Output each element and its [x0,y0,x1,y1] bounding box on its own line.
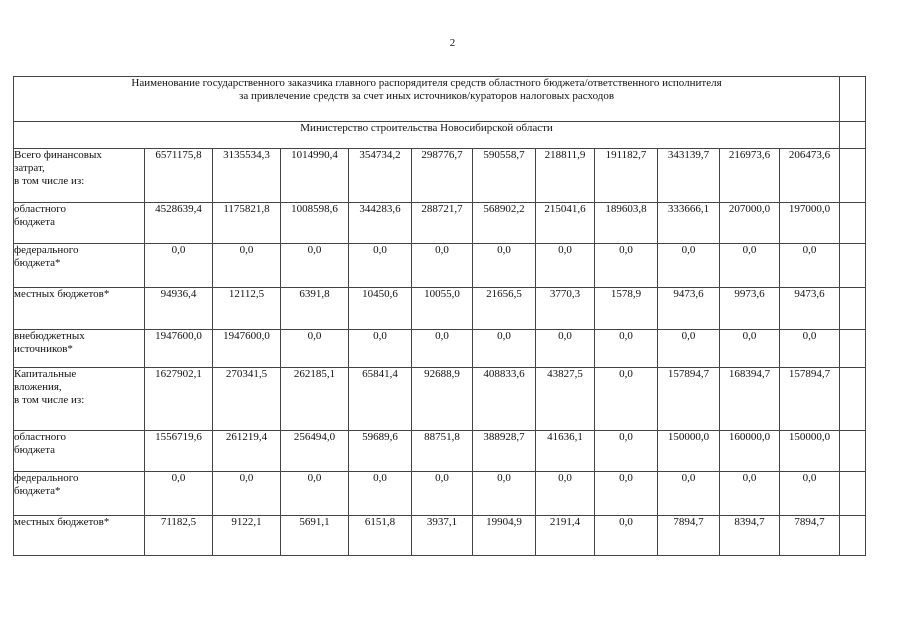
value-cell: 0,0 [213,244,281,288]
value-cell: 288721,7 [412,203,473,244]
value-cell: 568902,2 [473,203,536,244]
value-cell: 0,0 [412,330,473,368]
value-cell: 157894,7 [658,368,720,431]
value-cell: 191182,7 [595,149,658,203]
value-cell: 0,0 [281,244,349,288]
value-cell: 65841,4 [349,368,412,431]
value-cell: 0,0 [349,330,412,368]
value-cell: 6391,8 [281,288,349,330]
value-cell: 6571175,8 [145,149,213,203]
table-row [14,288,866,330]
row-label-line: федерального [14,472,79,484]
extra-column-cell [840,77,866,122]
table-row [14,368,866,431]
extra-column-cell [840,330,866,368]
row-label-line: Всего финансовых [14,149,102,161]
ministry-name: Министерство строительства Новосибирской области [14,122,840,149]
value-cell: 6151,8 [349,516,412,556]
row-label-line: Капитальные [14,368,77,380]
row-label-line: областного [14,203,67,215]
value-cell: 590558,7 [473,149,536,203]
value-cell: 0,0 [281,330,349,368]
ministry-row [14,122,866,149]
value-cell: 10450,6 [349,288,412,330]
value-cell: 207000,0 [720,203,780,244]
value-cell: 256494,0 [281,431,349,472]
value-cell: 197000,0 [780,203,840,244]
value-cell: 21656,5 [473,288,536,330]
value-cell: 0,0 [595,516,658,556]
extra-column-cell [840,122,866,149]
value-cell: 0,0 [658,472,720,516]
value-cell: 59689,6 [349,431,412,472]
value-cell: 0,0 [349,244,412,288]
value-cell: 168394,7 [720,368,780,431]
row-label-line: в том числе из: [14,394,85,406]
row-label-line: местных бюджетов* [14,288,110,300]
value-cell: 0,0 [720,244,780,288]
extra-column-cell [840,288,866,330]
table-row [14,203,866,244]
value-cell: 0,0 [720,472,780,516]
row-label-line: вложения, [14,381,62,393]
header-row [14,77,866,122]
table-row [14,244,866,288]
extra-column-cell [840,431,866,472]
value-cell: 388928,7 [473,431,536,472]
value-cell: 261219,4 [213,431,281,472]
value-cell: 3937,1 [412,516,473,556]
extra-column-cell [840,472,866,516]
value-cell: 12112,5 [213,288,281,330]
value-cell: 43827,5 [536,368,595,431]
value-cell: 0,0 [780,330,840,368]
value-cell: 216973,6 [720,149,780,203]
value-cell: 0,0 [780,244,840,288]
value-cell: 41636,1 [536,431,595,472]
value-cell: 71182,5 [145,516,213,556]
value-cell: 7894,7 [780,516,840,556]
table-header-cell [14,77,840,122]
table-row [14,472,866,516]
row-label-line: федерального [14,244,79,256]
value-cell: 94936,4 [145,288,213,330]
value-cell: 408833,6 [473,368,536,431]
value-cell: 0,0 [412,472,473,516]
row-label [14,330,145,368]
value-cell: 150000,0 [658,431,720,472]
value-cell: 218811,9 [536,149,595,203]
value-cell: 0,0 [595,330,658,368]
value-cell: 0,0 [145,244,213,288]
value-cell: 0,0 [473,472,536,516]
value-cell: 92688,9 [412,368,473,431]
row-label-line: областного [14,431,67,443]
value-cell: 19904,9 [473,516,536,556]
value-cell: 0,0 [536,244,595,288]
table-row [14,330,866,368]
value-cell: 3135534,3 [213,149,281,203]
value-cell: 1627902,1 [145,368,213,431]
row-label [14,149,145,203]
value-cell: 9973,6 [720,288,780,330]
value-cell: 0,0 [349,472,412,516]
row-label [14,472,145,516]
row-label-line: бюджета* [14,485,61,497]
value-cell: 4528639,4 [145,203,213,244]
header-line-1: Наименование государственного заказчика главного распорядителя средств областного бюджета/ответственного исполнителя [131,77,722,89]
value-cell: 215041,6 [536,203,595,244]
row-label-line: внебюджетных [14,330,85,342]
budget-table [13,76,866,556]
row-label-line: затрат, [14,162,45,174]
value-cell: 0,0 [595,472,658,516]
row-label-line: местных бюджетов* [14,516,110,528]
value-cell: 2191,4 [536,516,595,556]
value-cell: 0,0 [595,431,658,472]
value-cell: 262185,1 [281,368,349,431]
row-label-line: бюджета* [14,257,61,269]
value-cell: 0,0 [145,472,213,516]
row-label [14,516,145,556]
value-cell: 0,0 [658,330,720,368]
value-cell: 8394,7 [720,516,780,556]
value-cell: 298776,7 [412,149,473,203]
row-label-line: источников* [14,343,73,355]
value-cell: 9122,1 [213,516,281,556]
value-cell: 0,0 [473,330,536,368]
row-label [14,368,145,431]
table-row [14,431,866,472]
value-cell: 1556719,6 [145,431,213,472]
value-cell: 270341,5 [213,368,281,431]
extra-column-cell [840,244,866,288]
value-cell: 10055,0 [412,288,473,330]
value-cell: 1014990,4 [281,149,349,203]
value-cell: 88751,8 [412,431,473,472]
value-cell: 0,0 [658,244,720,288]
value-cell: 0,0 [281,472,349,516]
row-label [14,244,145,288]
value-cell: 344283,6 [349,203,412,244]
page-number: 2 [449,37,456,49]
value-cell: 0,0 [536,330,595,368]
extra-column-cell [840,516,866,556]
value-cell: 1578,9 [595,288,658,330]
row-label-line: бюджета [14,216,56,228]
header-line-2: за привлечение средств за счет иных источников/кураторов налоговых расходов [239,90,615,102]
value-cell: 9473,6 [658,288,720,330]
value-cell: 0,0 [595,244,658,288]
value-cell: 1175821,8 [213,203,281,244]
value-cell: 5691,1 [281,516,349,556]
row-label [14,203,145,244]
row-label-line: бюджета [14,444,56,456]
row-label [14,431,145,472]
value-cell: 1008598,6 [281,203,349,244]
value-cell: 3770,3 [536,288,595,330]
table-row [14,149,866,203]
value-cell: 0,0 [595,368,658,431]
value-cell: 0,0 [536,472,595,516]
value-cell: 0,0 [720,330,780,368]
table-row [14,516,866,556]
value-cell: 157894,7 [780,368,840,431]
value-cell: 189603,8 [595,203,658,244]
value-cell: 0,0 [780,472,840,516]
value-cell: 343139,7 [658,149,720,203]
extra-column-cell [840,368,866,431]
value-cell: 0,0 [213,472,281,516]
value-cell: 160000,0 [720,431,780,472]
value-cell: 0,0 [473,244,536,288]
row-label-line: в том числе из: [14,175,85,187]
value-cell: 1947600,0 [145,330,213,368]
value-cell: 150000,0 [780,431,840,472]
extra-column-cell [840,149,866,203]
value-cell: 9473,6 [780,288,840,330]
extra-column-cell [840,203,866,244]
value-cell: 7894,7 [658,516,720,556]
value-cell: 333666,1 [658,203,720,244]
value-cell: 1947600,0 [213,330,281,368]
value-cell: 206473,6 [780,149,840,203]
value-cell: 0,0 [412,244,473,288]
value-cell: 354734,2 [349,149,412,203]
row-label [14,288,145,330]
